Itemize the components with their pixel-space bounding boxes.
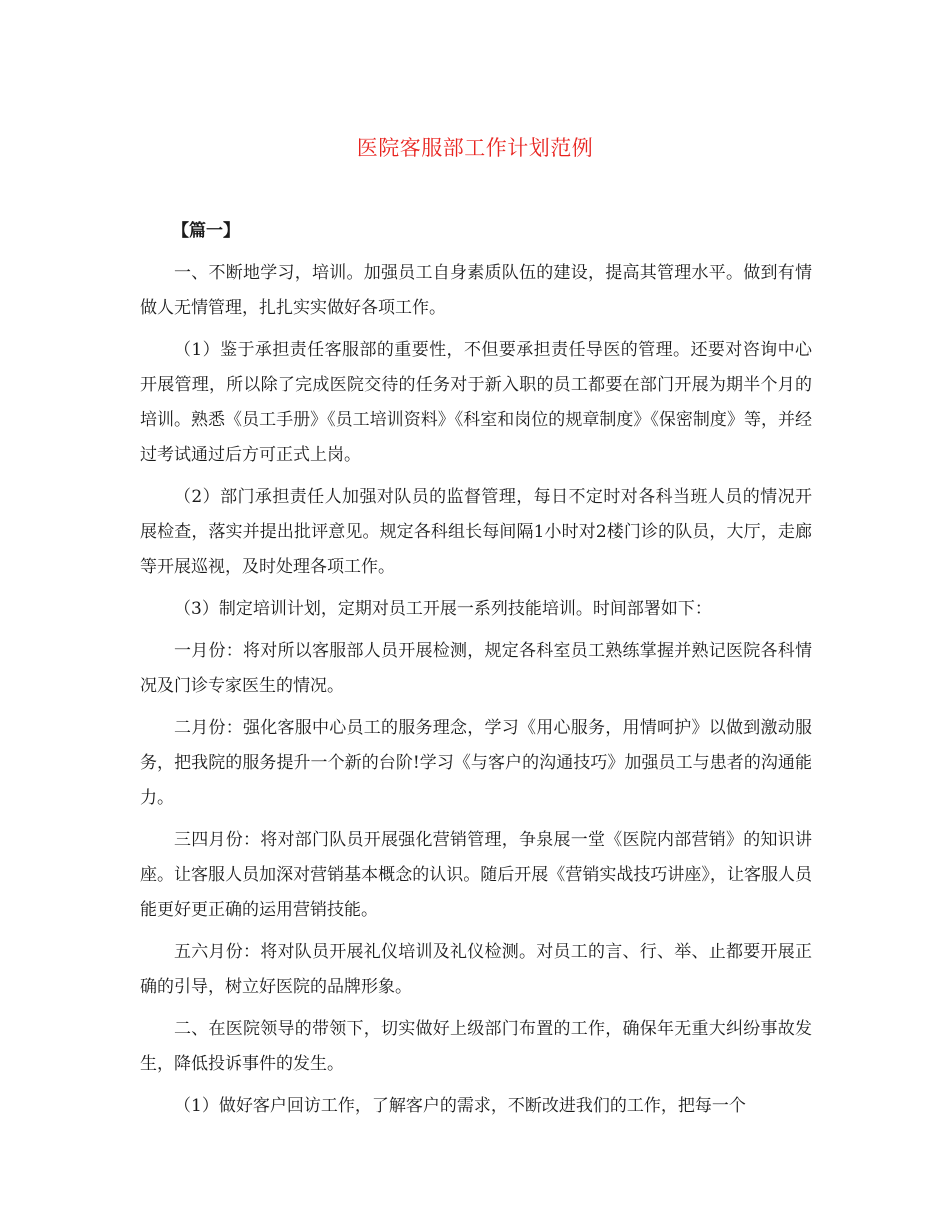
document-body	[140, 218, 812, 1131]
paragraph-5: 一月份：将对所以客服部人员开展检测，规定各科室员工熟练掌握并熟记医院各科情况及门诊专家医生的情况。	[140, 641, 812, 696]
paragraph-7: 三四月份：将对部门队员开展强化营销管理，争泉展一堂《医院内部营销》的知识讲座。让客服人员加深对营销基本概念的认识。随后开展《营销实战技巧讲座》，让客服人员能更好更正确的运用营销技能。	[140, 830, 812, 920]
paragraph-1: 一、不断地学习，培训。加强员工自身素质队伍的建设，提高其管理水平。做到有情做人无情管理，扎扎实实做好各项工作。	[140, 263, 812, 318]
paragraph-10: （1）做好客户回访工作，了解客户的需求，不断改进我们的工作，把每一个	[174, 1096, 746, 1116]
section-label: 【篇一】	[172, 221, 240, 241]
paragraph-9: 二、在医院领导的带领下，切实做好上级部门布置的工作，确保年无重大纠纷事故发生，降低投诉事件的发生。	[140, 1019, 812, 1074]
paragraph-8: 五六月份：将对队员开展礼仪培训及礼仪检测。对员工的言、行、举、止都要开展正确的引导，树立好医院的品牌形象。	[140, 942, 812, 997]
document-title: 医院客服部工作计划范例	[356, 136, 594, 160]
paragraph-2: （1）鉴于承担责任客服部的重要性，不但要承担责任导医的管理。还要对咨询中心开展管理，所以除了完成医院交待的任务对于新入职的员工都要在部门开展为期半个月的培训。熟悉《员工手册》《员工培训资料》《科室和岗位的规章制度》《保密制度》等，并经过考试通过后方可正式上岗。	[140, 340, 812, 465]
paragraph-4: （3）制定培训计划，定期对员工开展一系列技能培训。时间部署如下：	[174, 599, 712, 619]
paragraph-6: 二月份：强化客服中心员工的服务理念，学习《用心服务，用情呵护》以做到激动服务，把我院的服务提升一个新的台阶!学习《与客户的沟通技巧》加强员工与患者的沟通能力。	[140, 718, 812, 808]
paragraph-3: （2）部门承担责任人加强对队员的监督管理，每日不定时对各科当班人员的情况开展检查，落实并提出批评意见。规定各科组长每间隔1小时对2楼门诊的队员，大厅，走廊等开展巡视，及时处理各项工作。	[140, 487, 812, 577]
